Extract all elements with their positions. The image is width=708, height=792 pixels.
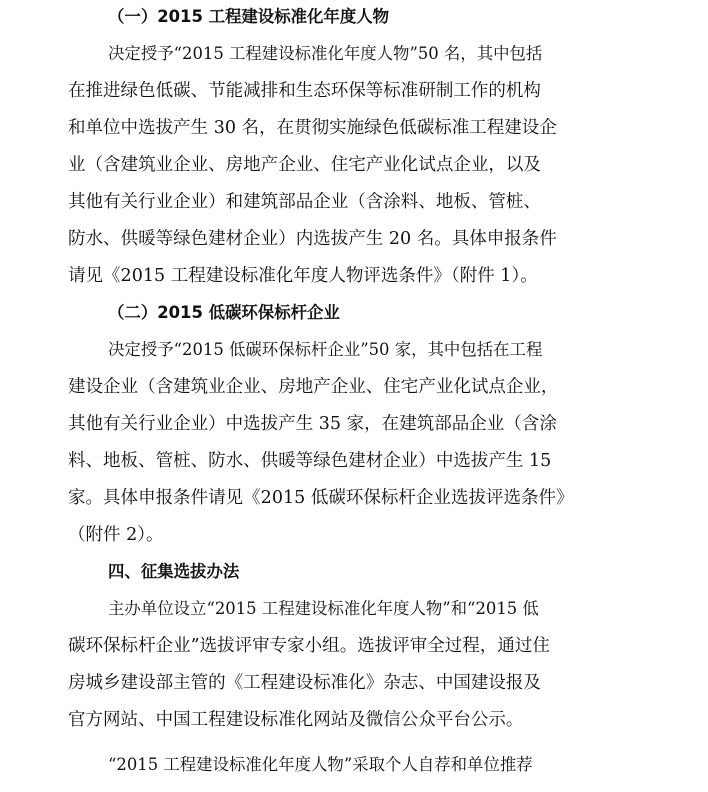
paragraph-line: 建设企业（含建筑业企业、房地产企业、住宅产业化试点企业，	[68, 377, 559, 397]
paragraph-line: 在推进绿色低碳、节能减排和生态环保等标准研制工作的机构	[68, 81, 541, 101]
paragraph-line: 请见《2015 工程建设标准化年度人物评选条件》（附件 1）。	[68, 266, 538, 286]
paragraph-line: 其他有关行业企业）和建筑部品企业（含涂料、地板、管桩、	[68, 192, 541, 212]
paragraph-line: 决定授予“2015 低碳环保标杆企业”50 家，其中包括在工程	[108, 340, 543, 359]
paragraph-line: 碳环保标杆企业”选拔评审专家小组。选拔评审全过程，通过住	[68, 636, 550, 656]
paragraph-line: 家。具体申报条件请见《2015 低碳环保标杆企业选拔评选条件》	[68, 488, 574, 508]
paragraph-line: 主办单位设立“2015 工程建设标准化年度人物”和“2015 低	[108, 599, 539, 618]
section-heading-selection-method: 四、征集选拔办法	[108, 562, 240, 581]
paragraph-line: 房城乡建设部主管的《工程建设标准化》杂志、中国建设报及	[68, 673, 541, 693]
section-heading-annual-figures: （一）2015 工程建设标准化年度人物	[108, 7, 390, 26]
paragraph-line: “2015 工程建设标准化年度人物”采取个人自荐和单位推荐	[108, 755, 533, 774]
paragraph-line: 其他有关行业企业）中选拔产生 35 家，在建筑部品企业（含涂	[68, 414, 557, 434]
section-heading-benchmark-enterprises: （二）2015 低碳环保标杆企业	[108, 303, 340, 322]
paragraph-line: 官方网站、中国工程建设标准化网站及微信公众平台公示。	[68, 710, 524, 730]
paragraph-line: 业（含建筑业企业、房地产企业、住宅产业化试点企业，以及	[68, 155, 541, 175]
paragraph-line: （附件 2）。	[68, 525, 164, 545]
paragraph-line: 决定授予“2015 工程建设标准化年度人物”50 名，其中包括	[108, 44, 543, 63]
paragraph-line: 料、地板、管桩、防水、供暖等绿色建材企业）中选拔产生 15	[68, 451, 552, 471]
paragraph-line: 防水、供暖等绿色建材企业）内选拔产生 20 名。具体申报条件	[68, 229, 557, 249]
paragraph-line: 和单位中选拔产生 30 名，在贯彻实施绿色低碳标准工程建设企	[68, 118, 557, 138]
